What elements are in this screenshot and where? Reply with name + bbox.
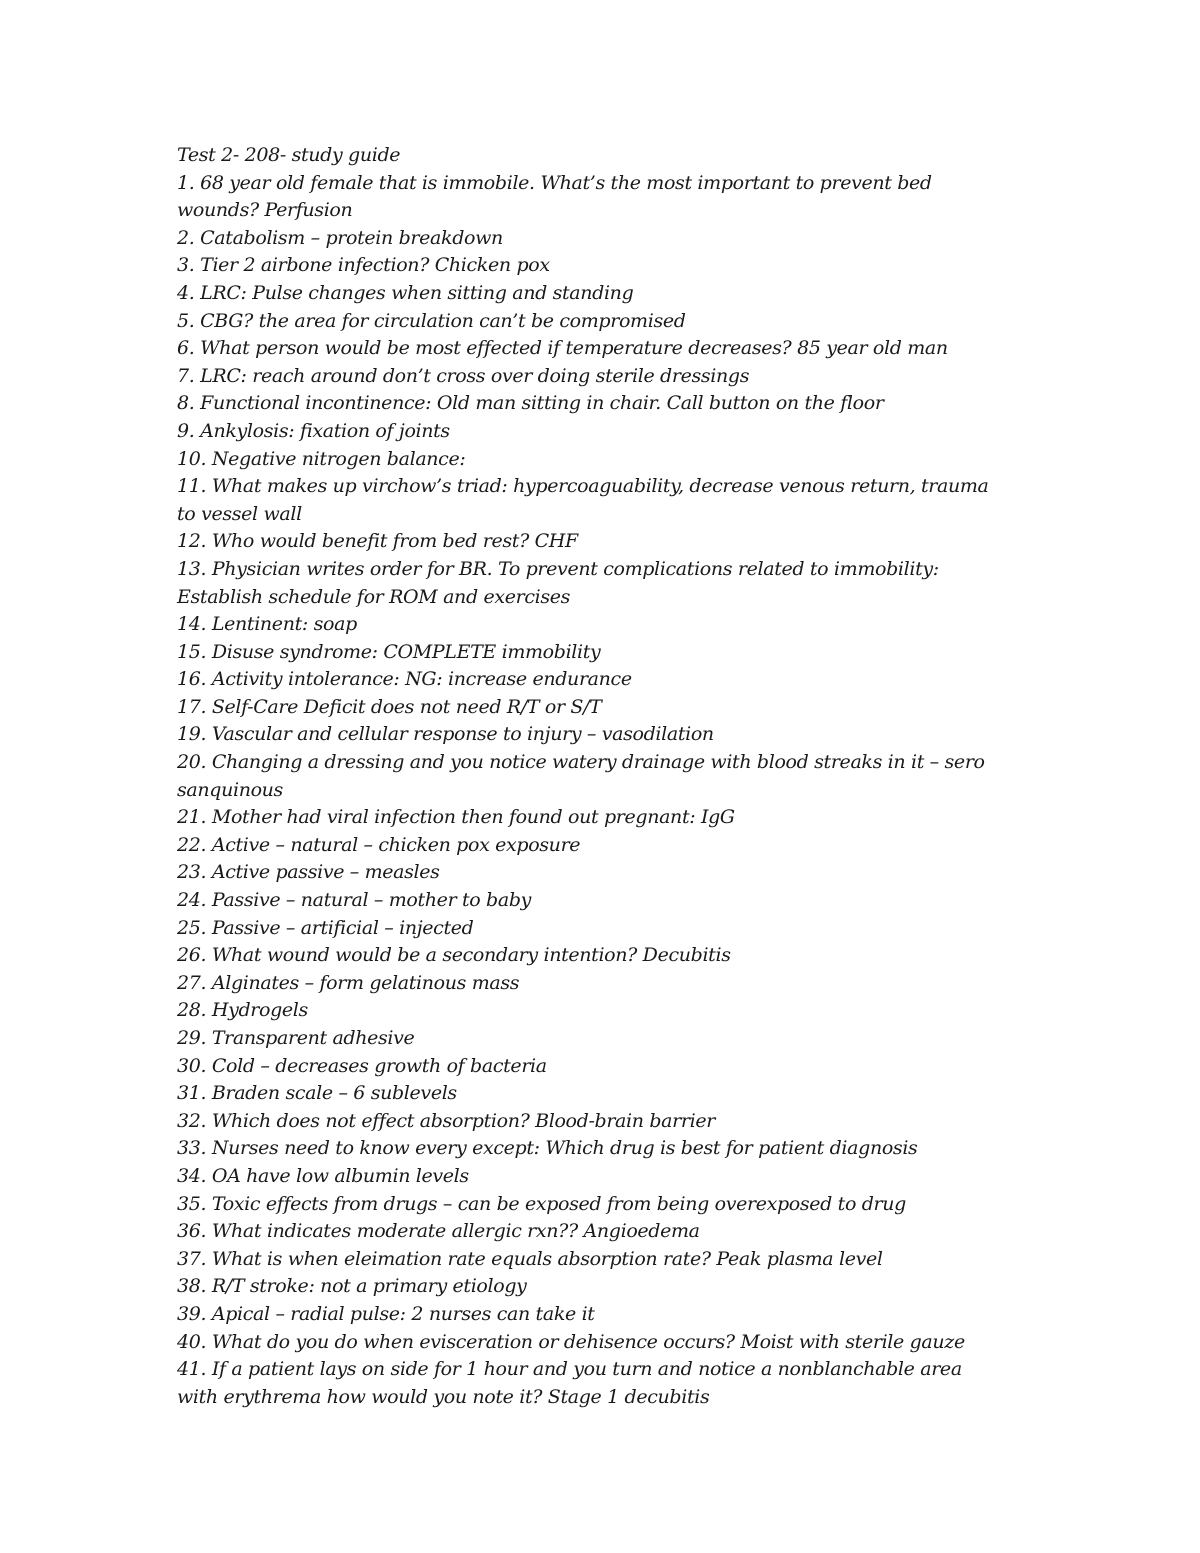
list-item-line: 20. Changing a dressing and you notice watery drainage with blood streaks in it – sero	[177, 751, 985, 774]
list-item-line: 1. 68 year old female that is immobile. What’s the most important to prevent bed	[177, 171, 932, 194]
list-item	[177, 859, 1057, 887]
list-item-line: 15. Disuse syndrome: COMPLETE immobility	[177, 640, 601, 663]
list-item	[177, 1025, 1057, 1053]
list-item	[177, 997, 1057, 1025]
list-item-line: wounds? Perfusion	[177, 199, 353, 222]
list-item-line: 31. Braden scale – 6 sublevels	[177, 1082, 457, 1105]
list-item	[177, 1108, 1057, 1136]
document-title: Test 2- 208- study guide	[177, 144, 401, 166]
list-item	[177, 1135, 1057, 1163]
list-item	[177, 721, 1057, 749]
list-item	[177, 915, 1057, 943]
list-item-line: 14. Lentinent: soap	[177, 613, 357, 636]
list-item-line: sanquinous	[177, 778, 283, 801]
list-item	[177, 170, 1057, 225]
list-item-line: 39. Apical – radial pulse: 2 nurses can take it	[177, 1302, 595, 1325]
list-item-line: 23. Active passive – measles	[177, 861, 440, 884]
list-item	[177, 1356, 1057, 1411]
list-item	[177, 749, 1057, 804]
list-item-line: 19. Vascular and cellular response to injury – vasodilation	[177, 723, 714, 746]
list-item-line: 30. Cold – decreases growth of bacteria	[177, 1054, 547, 1077]
list-item-line: 40. What do you do when evisceration or dehisence occurs? Moist with sterile gauze	[177, 1330, 965, 1353]
list-item	[177, 280, 1057, 308]
list-item	[177, 1246, 1057, 1274]
list-item	[177, 390, 1057, 418]
list-item-line: 28. Hydrogels	[177, 999, 308, 1022]
list-item-line: 24. Passive – natural – mother to baby	[177, 889, 532, 912]
list-item	[177, 666, 1057, 694]
list-item	[177, 970, 1057, 998]
list-item	[177, 308, 1057, 336]
list-item	[177, 252, 1057, 280]
study-guide-text	[177, 142, 1057, 1411]
list-item-line: 6. What person would be most effected if temperature decreases? 85 year old man	[177, 337, 948, 360]
list-item-line: 4. LRC: Pulse changes when sitting and standing	[177, 281, 634, 304]
list-item	[177, 528, 1057, 556]
list-item	[177, 1273, 1057, 1301]
list-item	[177, 418, 1057, 446]
list-item-line: 26. What wound would be a secondary intention? Decubitis	[177, 944, 731, 967]
list-item-line: 33. Nurses need to know every except: Which drug is best for patient diagnosis	[177, 1137, 918, 1160]
list-item-line: 9. Ankylosis: fixation of joints	[177, 419, 450, 442]
list-item-line: 29. Transparent adhesive	[177, 1027, 415, 1049]
list-item-line: 25. Passive – artificial – injected	[177, 916, 474, 939]
list-item-line: 17. Self-Care Deficit does not need R/T or S/T	[177, 695, 602, 718]
list-item-line: 13. Physician writes order for BR. To prevent complications related to immobility:	[177, 557, 939, 580]
list-item	[177, 446, 1057, 474]
list-item-line: 41. If a patient lays on side for 1 hour and you turn and notice a nonblanchable area	[177, 1358, 962, 1381]
list-item	[177, 887, 1057, 915]
list-item-line: 11. What makes up virchow’s triad: hypercoaguability, decrease venous return, trauma	[177, 475, 989, 498]
list-item-line: 2. Catabolism – protein breakdown	[177, 226, 503, 249]
list-item	[177, 942, 1057, 970]
list-item	[177, 363, 1057, 391]
list-item-line: 22. Active – natural – chicken pox exposure	[177, 833, 581, 856]
list-item-line: 21. Mother had viral infection then found out pregnant: IgG	[177, 806, 735, 829]
list-item-line: 7. LRC: reach around don’t cross over doing sterile dressings	[177, 364, 750, 387]
list-item	[177, 694, 1057, 722]
list-item	[177, 473, 1057, 528]
list-item	[177, 1191, 1057, 1219]
list-item	[177, 556, 1057, 611]
list-item-line: 8. Functional incontinence: Old man sitting in chair. Call button on the floor	[177, 392, 884, 415]
list-item	[177, 1080, 1057, 1108]
study-guide-list	[177, 170, 1057, 1412]
list-item	[177, 335, 1057, 363]
list-item	[177, 1053, 1057, 1081]
list-item	[177, 1218, 1057, 1246]
list-item	[177, 804, 1057, 832]
list-item-line: 10. Negative nitrogen balance:	[177, 447, 466, 470]
list-item-line: 3. Tier 2 airbone infection? Chicken pox	[177, 254, 550, 277]
list-item-line: 35. Toxic effects from drugs – can be exposed from being overexposed to drug	[177, 1192, 906, 1215]
list-item	[177, 611, 1057, 639]
list-item	[177, 639, 1057, 667]
list-item-line: 27. Alginates – form gelatinous mass	[177, 971, 520, 994]
list-item-line: 36. What indicates moderate allergic rxn?? Angioedema	[177, 1220, 700, 1243]
list-item-line: 32. Which does not effect absorption? Blood-brain barrier	[177, 1109, 715, 1132]
list-item	[177, 1329, 1057, 1357]
list-item	[177, 225, 1057, 253]
list-item-line: 16. Activity intolerance: NG: increase endurance	[177, 668, 632, 691]
list-item	[177, 832, 1057, 860]
list-item-line: to vessel wall	[177, 502, 302, 525]
list-item-line: Establish schedule for ROM and exercises	[177, 585, 571, 608]
list-item-line: 5. CBG? the area for circulation can’t be compromised	[177, 309, 686, 332]
list-item-line: with erythrema how would you note it? Stage 1 decubitis	[177, 1385, 710, 1408]
list-item	[177, 1301, 1057, 1329]
list-item-line: 34. OA have low albumin levels	[177, 1164, 469, 1187]
list-item-line: 12. Who would benefit from bed rest? CHF	[177, 530, 578, 553]
list-item-line: 37. What is when eleimation rate equals absorption rate? Peak plasma level	[177, 1247, 883, 1270]
list-item	[177, 1163, 1057, 1191]
list-item-line: 38. R/T stroke: not a primary etiology	[177, 1275, 527, 1298]
